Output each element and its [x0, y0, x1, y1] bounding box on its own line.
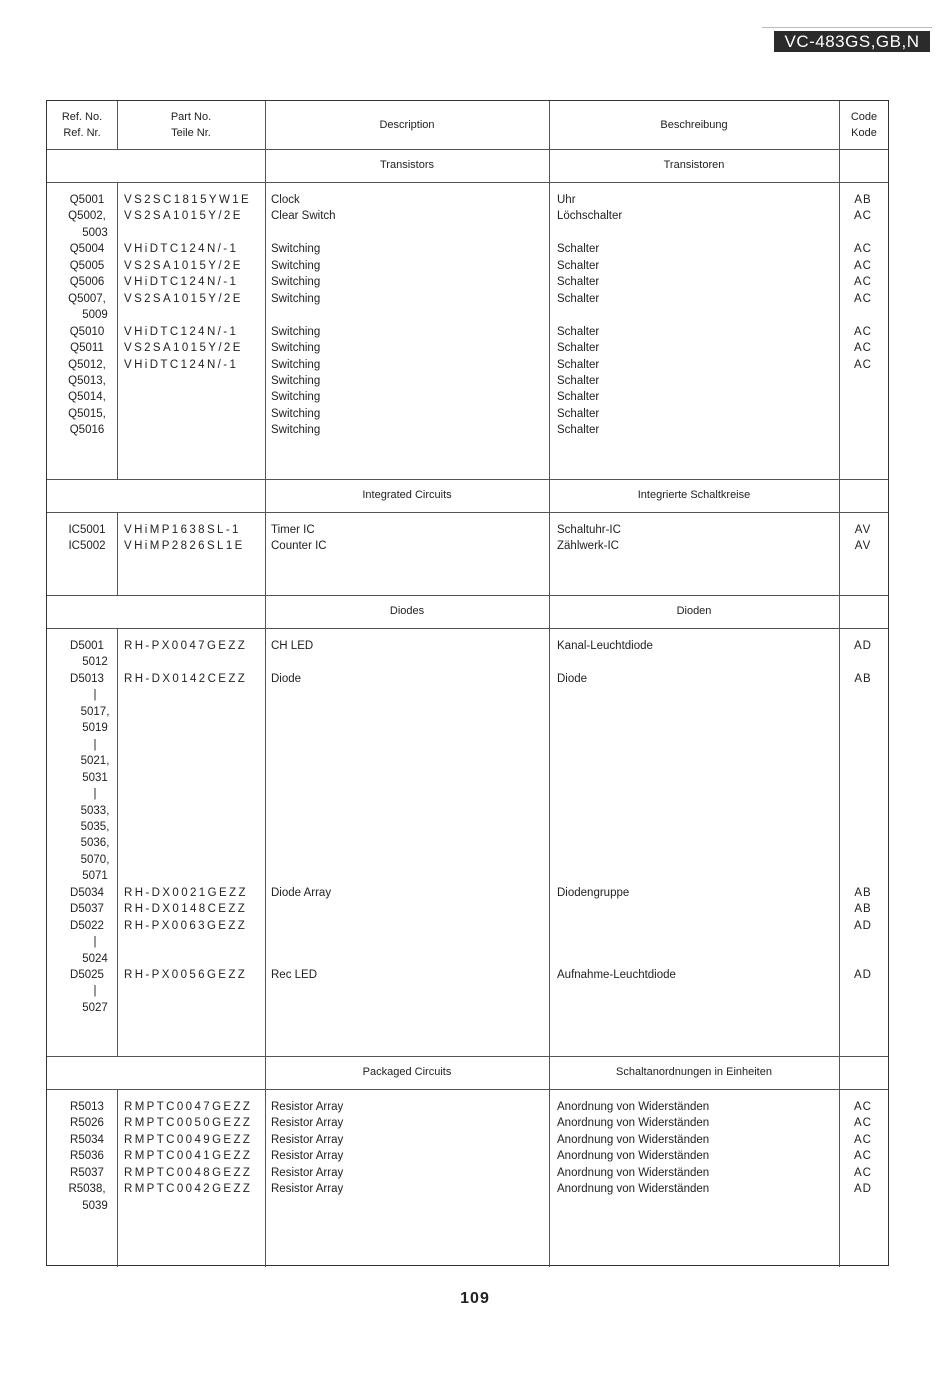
price-code: AB	[854, 672, 872, 685]
table-row	[47, 340, 888, 356]
ref-number: 5009	[82, 309, 108, 322]
table-row	[47, 1000, 888, 1016]
beschreibung: Schalter	[557, 424, 600, 437]
section-title-en: Packaged Circuits	[362, 1066, 452, 1078]
ref-number: |	[93, 985, 97, 998]
table-row	[47, 1198, 888, 1214]
price-code: AV	[854, 540, 872, 553]
section-title-de: Dioden	[676, 605, 712, 617]
price-code: AC	[854, 1133, 872, 1146]
page-number: 109	[460, 1290, 490, 1307]
part-number: VHiDTC124N/-1	[124, 358, 239, 371]
description: Clock	[271, 194, 300, 206]
table-row	[47, 192, 888, 208]
description: Timer IC	[271, 524, 315, 536]
ref-number: D5037	[70, 903, 104, 916]
table-row	[47, 885, 888, 901]
table-row	[47, 737, 888, 753]
table-row	[47, 704, 888, 720]
ref-number: Q5011	[70, 342, 104, 355]
table-row	[47, 389, 888, 405]
table-row	[47, 324, 888, 340]
ref-number: Q5002,	[68, 210, 106, 223]
beschreibung: Anordnung von Widerständen	[557, 1166, 710, 1179]
part-number: RH-PX0056GEZZ	[124, 969, 248, 981]
header-ref	[47, 109, 117, 141]
model-badge: VC-483GS,GB,N	[774, 31, 930, 52]
part-number: RH-DX0142CEZZ	[124, 672, 248, 685]
top-rule	[762, 27, 932, 28]
ref-number: R5038,	[68, 1183, 106, 1196]
table-row	[47, 208, 888, 224]
ref-number: 5039	[82, 1199, 108, 1212]
section-band	[47, 150, 265, 182]
ref-number: IC5002	[68, 540, 106, 553]
ref-number: 5003	[82, 226, 108, 239]
part-number: VS2SA1015Y/2E	[124, 259, 243, 272]
table-row	[47, 671, 888, 687]
description: CH LED	[271, 640, 314, 652]
ref-number: Q5001	[69, 194, 105, 206]
table-row	[47, 538, 888, 554]
beschreibung: Kanal-Leuchtdiode	[557, 640, 653, 652]
price-code: AC	[854, 1166, 872, 1179]
beschreibung: Anordnung von Widerständen	[557, 1101, 710, 1113]
price-code: AB	[854, 886, 872, 899]
section-rule-bottom	[47, 1089, 888, 1090]
ref-number: 5024	[82, 952, 108, 965]
part-number: RMPTC0049GEZZ	[124, 1133, 253, 1146]
description: Diode Array	[271, 886, 332, 899]
table-row	[47, 225, 888, 241]
ref-number: Q5012,	[68, 358, 106, 371]
price-code: AC	[854, 325, 872, 338]
beschreibung: Uhr	[557, 194, 576, 206]
part-number: VS2SA1015Y/2E	[124, 292, 243, 305]
table-row	[47, 1099, 888, 1115]
ref-number: D5022	[70, 919, 104, 932]
table-row	[47, 522, 888, 538]
beschreibung: Schalter	[557, 374, 600, 387]
price-code: AB	[854, 194, 872, 206]
beschreibung: Anordnung von Widerständen	[557, 1150, 710, 1163]
section-rule-bottom	[47, 512, 888, 513]
section-rule-bottom	[47, 628, 888, 629]
price-code: AC	[854, 243, 872, 256]
description: Counter IC	[271, 540, 327, 553]
table-row	[47, 258, 888, 274]
ref-number: R5034	[70, 1133, 104, 1146]
ref-number: R5036	[70, 1150, 104, 1163]
part-number: RMPTC0047GEZZ	[124, 1101, 253, 1113]
description: Switching	[271, 325, 321, 338]
table-row	[47, 720, 888, 736]
section-band	[47, 1057, 265, 1089]
beschreibung: Anordnung von Widerständen	[557, 1117, 710, 1130]
table-row	[47, 803, 888, 819]
header-code-en: Code	[850, 111, 878, 123]
header-part-de: Teile Nr.	[171, 127, 211, 139]
beschreibung: Zählwerk-IC	[557, 540, 619, 553]
ref-number: 5071	[82, 870, 108, 883]
ref-number: 5070,	[80, 853, 110, 866]
ref-number: 5019	[82, 722, 108, 735]
beschreibung: Diode	[557, 672, 588, 685]
part-number: VHiMP2826SL1E	[124, 540, 245, 553]
price-code: AC	[854, 1101, 872, 1113]
part-number: VHiMP1638SL-1	[124, 524, 241, 536]
part-number: VS2SC1815YW1E	[124, 194, 252, 206]
ref-number: 5033,	[80, 804, 110, 817]
ref-number: R5026	[70, 1117, 104, 1130]
part-number: VHiDTC124N/-1	[124, 325, 239, 338]
table-row	[47, 406, 888, 422]
table-row	[47, 1148, 888, 1164]
ref-number: |	[93, 689, 97, 702]
price-code: AC	[854, 276, 872, 289]
header-description: Description	[379, 119, 435, 131]
ref-number: IC5001	[68, 524, 106, 536]
part-number: VS2SA1015Y/2E	[124, 342, 243, 355]
ref-number: D5025	[70, 969, 104, 981]
description: Switching	[271, 259, 321, 272]
part-number: VHiDTC124N/-1	[124, 243, 239, 256]
table-row	[47, 274, 888, 290]
ref-number: Q5010	[69, 325, 105, 338]
ref-number: |	[93, 738, 97, 751]
table-row	[47, 819, 888, 835]
table-row	[47, 868, 888, 884]
table-row	[47, 1132, 888, 1148]
table-row	[47, 918, 888, 934]
beschreibung: Anordnung von Widerständen	[557, 1133, 710, 1146]
ref-number: Q5013,	[68, 374, 106, 387]
table-row	[47, 1115, 888, 1131]
table-row	[47, 422, 888, 438]
ref-number: 5012	[82, 656, 108, 669]
description: Resistor Array	[271, 1183, 344, 1196]
table-row	[47, 687, 888, 703]
table-row	[47, 852, 888, 868]
table-row	[47, 241, 888, 257]
ref-number: 5021,	[80, 755, 110, 768]
price-code: AC	[854, 259, 872, 272]
header-part-en: Part No.	[170, 111, 212, 123]
price-code: AC	[854, 358, 872, 371]
table-row	[47, 307, 888, 323]
table-row	[47, 934, 888, 950]
ref-number: |	[93, 936, 97, 949]
section-title-en: Transistors	[380, 159, 434, 171]
beschreibung: Schalter	[557, 259, 600, 272]
part-number: RH-PX0047GEZZ	[124, 640, 248, 652]
description: Switching	[271, 374, 321, 387]
price-code: AC	[854, 1117, 872, 1130]
section-rule-bottom	[47, 182, 888, 183]
beschreibung: Diodengruppe	[557, 886, 630, 899]
table-row	[47, 901, 888, 917]
description: Resistor Array	[271, 1166, 344, 1179]
ref-number: Q5015,	[68, 407, 106, 420]
description: Resistor Array	[271, 1101, 344, 1113]
ref-number: Q5007,	[68, 292, 106, 305]
description: Switching	[271, 276, 321, 289]
description: Switching	[271, 391, 321, 404]
section-title-en: Diodes	[389, 605, 425, 617]
price-code: AD	[854, 640, 872, 652]
price-code: AC	[854, 1150, 872, 1163]
beschreibung: Schalter	[557, 325, 600, 338]
description: Resistor Array	[271, 1117, 344, 1130]
price-code: AC	[854, 292, 872, 305]
part-number: RMPTC0048GEZZ	[124, 1166, 253, 1179]
ref-number: R5037	[70, 1166, 104, 1179]
part-number: RH-DX0021GEZZ	[124, 886, 248, 899]
part-number: RMPTC0050GEZZ	[124, 1117, 253, 1130]
ref-number: Q5004	[69, 243, 105, 256]
description: Diode	[271, 672, 302, 685]
table-row	[47, 1181, 888, 1197]
description: Rec LED	[271, 969, 318, 981]
beschreibung: Schalter	[557, 276, 600, 289]
ref-number: R5013	[70, 1101, 104, 1113]
table-row	[47, 951, 888, 967]
ref-number: 5017,	[80, 705, 110, 718]
table-row	[47, 770, 888, 786]
description: Resistor Array	[271, 1150, 344, 1163]
ref-number: |	[93, 788, 97, 801]
parts-table	[46, 100, 889, 1266]
part-number: VS2SA1015Y/2E	[124, 210, 243, 223]
ref-number: Q5005	[69, 259, 105, 272]
section-title-de: Integrierte Schaltkreise	[637, 489, 751, 501]
beschreibung: Schalter	[557, 342, 600, 355]
table-row	[47, 967, 888, 983]
table-row	[47, 638, 888, 654]
price-code: AV	[854, 524, 872, 536]
description: Switching	[271, 424, 321, 437]
table-row	[47, 357, 888, 373]
ref-number: 5027	[82, 1001, 108, 1014]
beschreibung: Schalter	[557, 407, 600, 420]
ref-number: 5036,	[80, 837, 110, 850]
price-code: AC	[854, 342, 872, 355]
beschreibung: Anordnung von Widerständen	[557, 1183, 710, 1196]
table-row	[47, 373, 888, 389]
beschreibung: Schalter	[557, 391, 600, 404]
section-band	[47, 596, 265, 628]
ref-number: D5034	[70, 886, 104, 899]
beschreibung: Löchschalter	[557, 210, 623, 223]
beschreibung: Schaltuhr-IC	[557, 524, 621, 536]
part-number: RH-DX0148CEZZ	[124, 903, 248, 916]
price-code: AD	[854, 1183, 872, 1196]
description: Resistor Array	[271, 1133, 344, 1146]
beschreibung: Schalter	[557, 358, 600, 371]
header-part	[117, 109, 265, 141]
ref-number: D5001	[70, 640, 104, 652]
part-number: VHiDTC124N/-1	[124, 276, 239, 289]
section-title-de: Schaltanordnungen in Einheiten	[616, 1066, 772, 1078]
header-ref-en: Ref. No.	[61, 111, 103, 123]
ref-number: D5013	[70, 672, 104, 685]
part-number: RMPTC0041GEZZ	[124, 1150, 253, 1163]
part-number: RH-PX0063GEZZ	[124, 919, 248, 932]
ref-number: 5035,	[80, 820, 110, 833]
ref-number: Q5014,	[68, 391, 106, 404]
section-title-en: Integrated Circuits	[362, 489, 452, 501]
section-band	[47, 480, 265, 512]
section-title-de: Transistoren	[663, 159, 725, 171]
table-row	[47, 786, 888, 802]
table-row	[47, 654, 888, 670]
header-code	[839, 109, 889, 141]
table-row	[47, 291, 888, 307]
part-number: RMPTC0042GEZZ	[124, 1183, 253, 1196]
beschreibung: Schalter	[557, 292, 600, 305]
table-row	[47, 753, 888, 769]
description: Switching	[271, 358, 321, 371]
beschreibung: Aufnahme-Leuchtdiode	[557, 969, 676, 981]
description: Switching	[271, 243, 321, 256]
table-row	[47, 1165, 888, 1181]
ref-number: Q5006	[69, 276, 105, 289]
ref-number: Q5016	[69, 424, 105, 437]
description: Switching	[271, 407, 321, 420]
header-beschreibung: Beschreibung	[660, 119, 728, 131]
price-code: AD	[854, 969, 872, 981]
table-row	[47, 835, 888, 851]
ref-number: 5031	[82, 771, 108, 784]
price-code: AB	[854, 903, 872, 916]
price-code: AD	[854, 919, 872, 932]
header-code-de: Kode	[851, 127, 877, 139]
description: Clear Switch	[271, 210, 336, 223]
description: Switching	[271, 292, 321, 305]
header-ref-de: Ref. Nr.	[63, 127, 101, 139]
beschreibung: Schalter	[557, 243, 600, 256]
description: Switching	[271, 342, 321, 355]
table-row	[47, 983, 888, 999]
price-code: AC	[854, 210, 872, 223]
